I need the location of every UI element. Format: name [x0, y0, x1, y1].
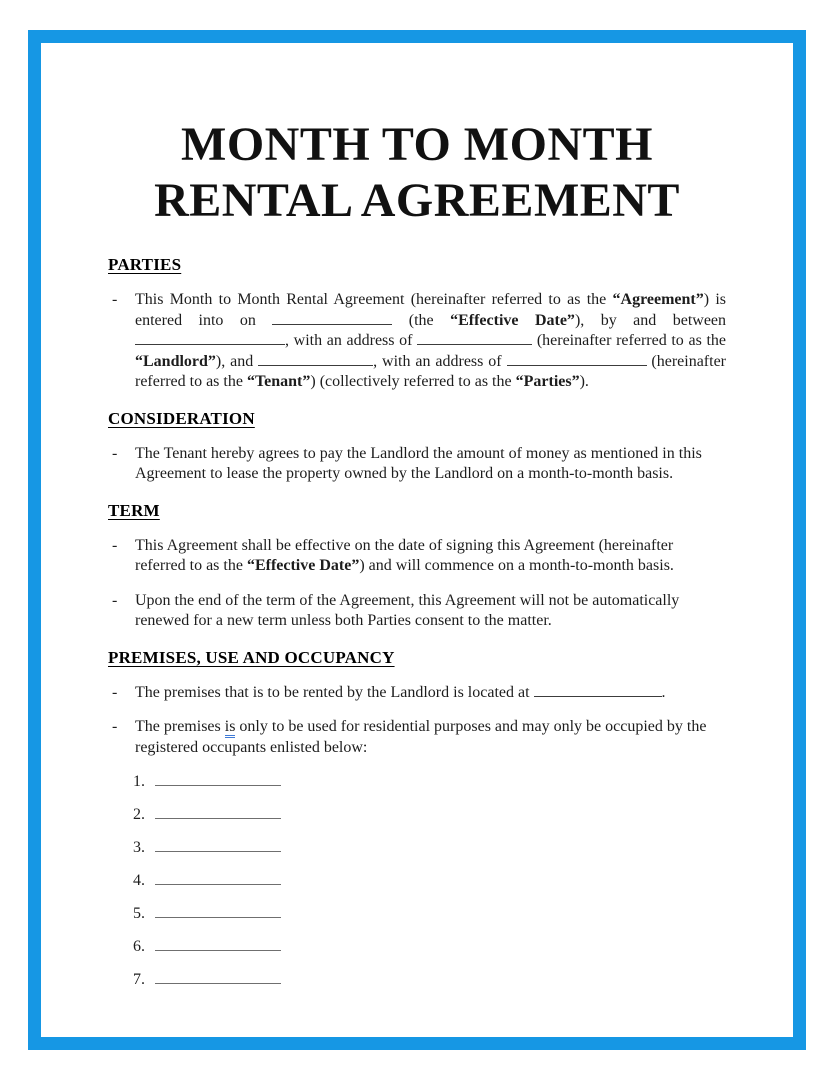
defined-term: “Tenant”: [246, 373, 311, 390]
grammar-flagged-word: is: [225, 718, 236, 738]
blank-line[interactable]: [135, 331, 285, 345]
clause-paragraph: [108, 683, 726, 704]
blank-line[interactable]: [258, 352, 373, 366]
bullet-dash-icon: -: [112, 718, 118, 735]
occupant-number: 7.: [133, 971, 145, 988]
clause-text: The Tenant hereby agrees to pay the Landlord the amount of money as mentioned in this Agreement to lease the property owned by the Landlord on a month-to-month basis.: [135, 444, 702, 482]
clause-text: ).: [579, 373, 589, 390]
occupant-blank-line[interactable]: [155, 904, 281, 918]
clause-text: , with an address of: [373, 352, 507, 370]
document-title-line-2: RENTAL AGREEMENT: [154, 174, 680, 227]
bullet-dash-icon: -: [112, 444, 118, 462]
occupant-blank-line[interactable]: [155, 937, 281, 951]
clause-text: ) and will commence on a month-to-month basis.: [359, 557, 674, 574]
clause-text: ), and: [215, 352, 259, 370]
blank-line[interactable]: [417, 331, 532, 345]
section-heading: TERM: [108, 500, 160, 520]
occupant-blank-line[interactable]: [155, 838, 281, 852]
occupant-row: [108, 772, 726, 792]
occupant-number: 5.: [133, 905, 145, 922]
section-heading: PREMISES, USE AND OCCUPANCY: [108, 647, 395, 667]
defined-term: “Landlord”: [135, 352, 216, 370]
occupant-row: [108, 838, 726, 858]
clause-paragraph: [108, 591, 726, 632]
occupant-blank-line[interactable]: [155, 871, 281, 885]
occupant-number: 2.: [133, 806, 145, 823]
blank-line[interactable]: [507, 352, 647, 366]
clause-text: (the: [392, 311, 451, 329]
clause-text: The premises: [135, 718, 225, 735]
clause-text: This Month to Month Rental Agreement (hereinafter referred to as the: [135, 291, 613, 308]
occupant-blank-line[interactable]: [155, 805, 281, 819]
section-heading: CONSIDERATION: [108, 408, 255, 428]
defined-term: “Effective Date”: [246, 557, 360, 574]
defined-term: “Agreement”: [612, 291, 704, 308]
document-body: [108, 43, 726, 1003]
bullet-dash-icon: -: [112, 683, 118, 701]
bullet-dash-icon: -: [112, 591, 118, 609]
clause-text: This Agreement shall be effective on the date of signing this Agreement (hereinafter referred to as the: [135, 536, 674, 574]
clause-text: only to be used for residential purposes and may only be occupied by the registered occupants enlisted below:: [135, 718, 707, 756]
occupant-blank-line[interactable]: [155, 970, 281, 984]
bullet-dash-icon: -: [112, 291, 118, 308]
defined-term: “Effective Date”: [450, 311, 575, 329]
blank-line[interactable]: [534, 683, 662, 697]
sections-container: [108, 255, 726, 990]
occupant-blank-line[interactable]: [155, 772, 281, 786]
occupant-number: 6.: [133, 938, 145, 955]
clause-text: The premises that is to be rented by the Landlord is located at: [135, 683, 534, 701]
clause-text: ) is entered into on: [135, 291, 727, 329]
occupant-number: 1.: [133, 773, 145, 790]
clause-paragraph: [108, 536, 726, 577]
document-title: [108, 117, 726, 229]
occupant-number: 3.: [133, 839, 145, 856]
clause-text: (hereinafter referred to as the: [532, 332, 727, 349]
clause-text: ), by and between: [574, 311, 727, 329]
occupant-row: [108, 937, 726, 957]
clause-text: .: [661, 683, 666, 701]
occupant-number: 4.: [133, 872, 145, 889]
section-heading: PARTIES: [108, 255, 182, 274]
occupant-row: [108, 970, 726, 990]
clause-paragraph: [108, 444, 726, 485]
occupant-row: [108, 871, 726, 891]
defined-term: “Parties”: [515, 373, 580, 390]
clause-text: (hereinafter referred to as the: [135, 352, 727, 390]
occupant-row: [108, 805, 726, 825]
bullet-dash-icon: -: [112, 536, 118, 554]
clause-text: Upon the end of the term of the Agreement, this Agreement will not be automatically renewed for a new term unless both Parties consent to the matter.: [135, 591, 680, 629]
blank-line[interactable]: [272, 311, 392, 325]
document-title-line-1: MONTH TO MONTH: [181, 118, 653, 171]
occupant-row: [108, 904, 726, 924]
clause-text: ) (collectively referred to as the: [310, 373, 516, 390]
clause-text: , with an address of: [285, 332, 418, 349]
clause-paragraph: [108, 717, 726, 758]
clause-paragraph: [108, 290, 726, 393]
